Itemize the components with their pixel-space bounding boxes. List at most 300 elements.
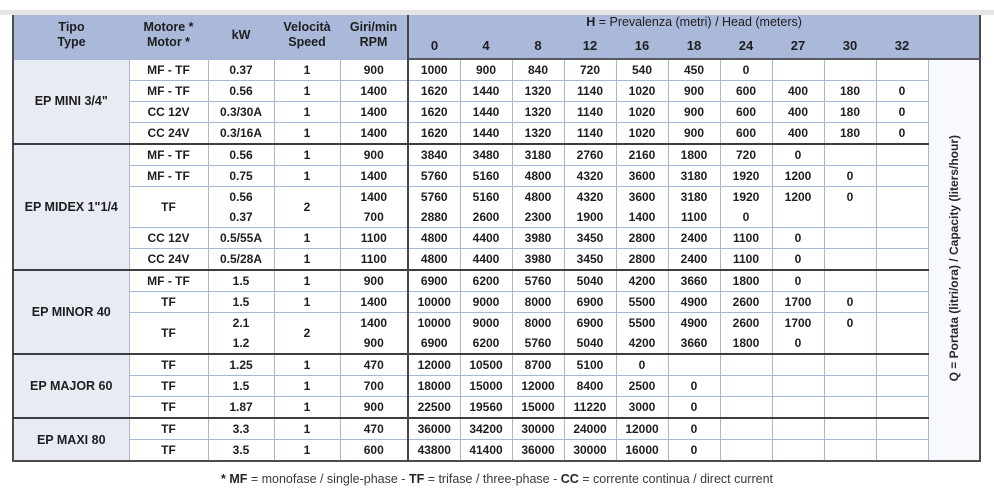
capacity-cell: 4320 [564, 187, 616, 208]
capacity-cell [824, 354, 876, 376]
h-col-header: 24 [720, 33, 772, 59]
capacity-cell [876, 249, 928, 271]
capacity-cell: 0 [876, 123, 928, 145]
capacity-cell: 180 [824, 81, 876, 102]
capacity-cell: 1000 [408, 59, 460, 81]
capacity-cell: 2160 [616, 144, 668, 166]
motor-cell: TF [129, 313, 208, 355]
h-col-header: 12 [564, 33, 616, 59]
speed-cell: 1 [274, 397, 340, 419]
speed-cell: 1 [274, 102, 340, 123]
speed-cell: 1 [274, 440, 340, 462]
capacity-cell: 3980 [512, 228, 564, 249]
capacity-cell: 400 [772, 123, 824, 145]
capacity-cell: 720 [720, 144, 772, 166]
capacity-cell: 1920 [720, 187, 772, 208]
capacity-cell: 4400 [460, 228, 512, 249]
capacity-cell: 2400 [668, 228, 720, 249]
capacity-cell: 540 [616, 59, 668, 81]
capacity-cell: 2400 [668, 249, 720, 271]
capacity-cell: 10000 [408, 313, 460, 334]
footnote-def-tf: = trifase / three-phase - [424, 472, 561, 486]
rpm-cell: 1400 [340, 123, 408, 145]
capacity-cell [720, 376, 772, 397]
capacity-cell: 34200 [460, 418, 512, 440]
capacity-cell [824, 59, 876, 81]
capacity-cell: 43800 [408, 440, 460, 462]
kw-cell: 0.5/55A [208, 228, 274, 249]
capacity-cell: 400 [772, 81, 824, 102]
capacity-cell: 0 [668, 397, 720, 419]
capacity-cell: 3980 [512, 249, 564, 271]
capacity-cell: 0 [824, 292, 876, 313]
motor-cell: MF - TF [129, 270, 208, 292]
rpm-cell: 1400 [340, 102, 408, 123]
col-header-velocita-line1: Velocità [283, 20, 331, 35]
capacity-cell: 6200 [460, 333, 512, 354]
capacity-cell: 1620 [408, 81, 460, 102]
capacity-cell: 0 [772, 333, 824, 354]
capacity-cell: 3840 [408, 144, 460, 166]
capacity-cell: 5040 [564, 333, 616, 354]
capacity-cell: 600 [720, 81, 772, 102]
table-row [13, 376, 980, 397]
q-label-symbol: Q [946, 372, 961, 382]
h-col-header: 30 [824, 33, 876, 59]
capacity-cell: 22500 [408, 397, 460, 419]
rpm-cell: 1400 [340, 81, 408, 102]
capacity-cell: 1200 [772, 166, 824, 187]
capacity-cell [876, 207, 928, 228]
capacity-cell [824, 376, 876, 397]
footnote-def-mf: = monofase / single-phase - [247, 472, 409, 486]
table-row [13, 123, 980, 145]
speed-cell: 1 [274, 123, 340, 145]
footnote-asterisk: * [220, 472, 230, 486]
capacity-cell: 0 [668, 440, 720, 462]
table-row [13, 59, 980, 81]
col-header-motore-line1: Motore * [143, 20, 194, 35]
capacity-cell [876, 228, 928, 249]
capacity-cell: 6900 [408, 270, 460, 292]
capacity-cell: 8000 [512, 313, 564, 334]
col-header-velocita [274, 11, 340, 59]
capacity-cell: 19560 [460, 397, 512, 419]
rpm-cell: 1100 [340, 228, 408, 249]
pump-capacity-table [12, 10, 981, 462]
capacity-cell [824, 397, 876, 419]
kw-cell: 3.5 [208, 440, 274, 462]
speed-cell: 1 [274, 166, 340, 187]
rpm-cell: 700 [340, 376, 408, 397]
speed-cell: 1 [274, 270, 340, 292]
capacity-cell: 180 [824, 102, 876, 123]
capacity-cell [824, 228, 876, 249]
capacity-cell: 1620 [408, 123, 460, 145]
capacity-cell: 1100 [720, 249, 772, 271]
speed-cell: 1 [274, 144, 340, 166]
table-row [13, 81, 980, 102]
motor-cell: CC 12V [129, 228, 208, 249]
table-row [13, 228, 980, 249]
capacity-cell: 0 [772, 270, 824, 292]
kw-cell: 0.37 [208, 207, 274, 228]
capacity-cell: 5160 [460, 187, 512, 208]
capacity-cell: 4800 [512, 166, 564, 187]
capacity-cell: 0 [824, 313, 876, 334]
capacity-cell: 4900 [668, 313, 720, 334]
capacity-cell: 0 [720, 207, 772, 228]
capacity-cell: 900 [668, 123, 720, 145]
rpm-cell: 470 [340, 418, 408, 440]
capacity-cell: 0 [616, 354, 668, 376]
kw-cell: 1.5 [208, 376, 274, 397]
col-header-kw-line1: kW [231, 27, 251, 42]
capacity-cell: 2800 [616, 249, 668, 271]
capacity-cell [876, 166, 928, 187]
capacity-cell [824, 249, 876, 271]
capacity-cell: 0 [772, 249, 824, 271]
capacity-cell: 5760 [512, 333, 564, 354]
capacity-cell: 600 [720, 123, 772, 145]
h-col-header-blank [928, 33, 980, 59]
capacity-cell: 1440 [460, 81, 512, 102]
motor-cell: MF - TF [129, 166, 208, 187]
speed-cell: 1 [274, 59, 340, 81]
kw-cell: 0.3/16A [208, 123, 274, 145]
speed-cell: 1 [274, 249, 340, 271]
capacity-cell [772, 207, 824, 228]
capacity-cell: 450 [668, 59, 720, 81]
capacity-cell: 3600 [616, 166, 668, 187]
table-row [13, 270, 980, 292]
kw-cell: 3.3 [208, 418, 274, 440]
capacity-cell [772, 354, 824, 376]
motor-cell: CC 12V [129, 102, 208, 123]
capacity-cell: 36000 [408, 418, 460, 440]
kw-cell: 1.2 [208, 333, 274, 354]
capacity-cell: 1020 [616, 81, 668, 102]
col-header-tipo-line1: Tipo [58, 20, 85, 35]
h-col-header: 27 [772, 33, 824, 59]
kw-cell: 0.5/28A [208, 249, 274, 271]
capacity-cell: 1800 [720, 270, 772, 292]
capacity-cell: 4320 [564, 166, 616, 187]
kw-cell: 0.56 [208, 144, 274, 166]
footnote-term-mf: MF [229, 472, 248, 486]
capacity-cell: 1620 [408, 102, 460, 123]
capacity-cell: 2600 [720, 292, 772, 313]
capacity-cell [824, 333, 876, 354]
capacity-cell: 600 [720, 102, 772, 123]
capacity-cell: 900 [668, 102, 720, 123]
table-row [13, 418, 980, 440]
capacity-cell: 12000 [616, 418, 668, 440]
kw-cell: 0.37 [208, 59, 274, 81]
capacity-cell: 5760 [408, 187, 460, 208]
capacity-cell [876, 187, 928, 208]
col-header-giri-rpm [340, 11, 408, 59]
capacity-cell: 9000 [460, 292, 512, 313]
table-row [13, 354, 980, 376]
h-col-header: 16 [616, 33, 668, 59]
capacity-cell: 10500 [460, 354, 512, 376]
col-header-giri-line2: RPM [359, 35, 388, 50]
footnote [0, 472, 994, 486]
rpm-cell: 470 [340, 354, 408, 376]
motor-cell: TF [129, 397, 208, 419]
capacity-cell: 5160 [460, 166, 512, 187]
capacity-cell: 8400 [564, 376, 616, 397]
capacity-cell: 30000 [564, 440, 616, 462]
capacity-cell: 3180 [668, 187, 720, 208]
capacity-cell: 1440 [460, 123, 512, 145]
capacity-cell [720, 397, 772, 419]
capacity-cell: 18000 [408, 376, 460, 397]
motor-cell: MF - TF [129, 81, 208, 102]
rpm-cell: 900 [340, 270, 408, 292]
table-row [13, 292, 980, 313]
table-row [13, 249, 980, 271]
capacity-cell: 2880 [408, 207, 460, 228]
capacity-cell: 0 [876, 81, 928, 102]
capacity-cell: 5100 [564, 354, 616, 376]
capacity-cell: 3180 [512, 144, 564, 166]
capacity-cell: 30000 [512, 418, 564, 440]
capacity-cell: 5040 [564, 270, 616, 292]
capacity-cell: 12000 [512, 376, 564, 397]
capacity-cell [772, 376, 824, 397]
capacity-cell: 15000 [512, 397, 564, 419]
capacity-cell: 1700 [772, 313, 824, 334]
capacity-cell: 6900 [564, 292, 616, 313]
q-capacity-label-text [947, 135, 961, 381]
capacity-cell [876, 313, 928, 334]
capacity-cell [876, 440, 928, 462]
col-header-tipo [13, 11, 129, 59]
capacity-cell: 5500 [616, 292, 668, 313]
capacity-cell: 1140 [564, 81, 616, 102]
capacity-cell: 8000 [512, 292, 564, 313]
rpm-cell: 700 [340, 207, 408, 228]
capacity-cell: 1140 [564, 102, 616, 123]
table-row [13, 313, 980, 334]
kw-cell: 0.3/30A [208, 102, 274, 123]
capacity-cell: 2600 [460, 207, 512, 228]
kw-cell: 1.25 [208, 354, 274, 376]
capacity-cell: 5500 [616, 313, 668, 334]
speed-cell: 1 [274, 354, 340, 376]
capacity-cell: 5760 [512, 270, 564, 292]
capacity-cell: 2760 [564, 144, 616, 166]
capacity-cell: 4200 [616, 270, 668, 292]
capacity-cell: 3450 [564, 228, 616, 249]
capacity-cell: 4400 [460, 249, 512, 271]
capacity-cell: 1140 [564, 123, 616, 145]
table-row [13, 397, 980, 419]
capacity-cell: 3600 [616, 187, 668, 208]
capacity-cell [668, 354, 720, 376]
capacity-cell [824, 270, 876, 292]
table-header [13, 11, 980, 59]
capacity-cell [772, 397, 824, 419]
capacity-cell: 10000 [408, 292, 460, 313]
capacity-cell: 2500 [616, 376, 668, 397]
pump-type-cell: EP MINI 3/4" [13, 59, 129, 144]
col-header-giri-line1: Giri/min [349, 20, 398, 35]
capacity-cell: 3480 [460, 144, 512, 166]
capacity-cell: 900 [668, 81, 720, 102]
capacity-cell [772, 418, 824, 440]
kw-cell: 1.87 [208, 397, 274, 419]
h-col-header: 8 [512, 33, 564, 59]
motor-cell: TF [129, 354, 208, 376]
capacity-cell [876, 333, 928, 354]
capacity-cell [772, 440, 824, 462]
pump-type-cell: EP MINOR 40 [13, 270, 129, 354]
speed-cell: 1 [274, 376, 340, 397]
q-label-rest: = Portata (litri/ora) / Capacity (liters/hour) [946, 135, 961, 373]
speed-cell: 1 [274, 292, 340, 313]
capacity-cell [772, 59, 824, 81]
capacity-cell: 4800 [408, 228, 460, 249]
capacity-cell: 1100 [720, 228, 772, 249]
kw-cell: 1.5 [208, 292, 274, 313]
capacity-cell: 4800 [512, 187, 564, 208]
rpm-cell: 900 [340, 59, 408, 81]
pump-type-cell: EP MAXI 80 [13, 418, 129, 461]
capacity-cell: 4800 [408, 249, 460, 271]
capacity-cell: 4900 [668, 292, 720, 313]
rpm-cell: 900 [340, 333, 408, 354]
kw-cell: 2.1 [208, 313, 274, 334]
motor-cell: CC 24V [129, 249, 208, 271]
pump-type-cell: EP MIDEX 1"1/4 [13, 144, 129, 270]
capacity-cell: 9000 [460, 313, 512, 334]
capacity-cell [876, 354, 928, 376]
capacity-cell: 0 [720, 59, 772, 81]
rpm-cell: 600 [340, 440, 408, 462]
page-top-strip [0, 10, 994, 15]
capacity-cell: 1020 [616, 102, 668, 123]
capacity-cell: 0 [668, 376, 720, 397]
pump-type-cell: EP MAJOR 60 [13, 354, 129, 418]
capacity-cell [824, 144, 876, 166]
capacity-cell: 0 [824, 166, 876, 187]
capacity-cell [720, 354, 772, 376]
capacity-cell: 1900 [564, 207, 616, 228]
capacity-cell [720, 418, 772, 440]
kw-cell: 0.56 [208, 187, 274, 208]
speed-cell: 2 [274, 313, 340, 355]
capacity-cell: 12000 [408, 354, 460, 376]
capacity-cell: 3660 [668, 270, 720, 292]
motor-cell: MF - TF [129, 59, 208, 81]
kw-cell: 1.5 [208, 270, 274, 292]
head-title-text: = Prevalenza (metri) / Head (meters) [595, 15, 802, 29]
capacity-cell: 16000 [616, 440, 668, 462]
h-col-header: 32 [876, 33, 928, 59]
footnote-term-cc: CC [560, 472, 579, 486]
motor-cell: CC 24V [129, 123, 208, 145]
capacity-cell: 2300 [512, 207, 564, 228]
capacity-cell: 6900 [564, 313, 616, 334]
capacity-cell: 8700 [512, 354, 564, 376]
speed-cell: 1 [274, 418, 340, 440]
motor-cell: MF - TF [129, 144, 208, 166]
footnote-def-cc: = corrente continua / direct current [578, 472, 774, 486]
capacity-cell [824, 418, 876, 440]
motor-cell: TF [129, 418, 208, 440]
capacity-cell: 3000 [616, 397, 668, 419]
h-col-header: 0 [408, 33, 460, 59]
capacity-cell [876, 292, 928, 313]
capacity-cell: 1800 [668, 144, 720, 166]
capacity-cell: 900 [460, 59, 512, 81]
capacity-cell: 15000 [460, 376, 512, 397]
motor-cell: TF [129, 292, 208, 313]
capacity-cell: 3180 [668, 166, 720, 187]
capacity-cell: 24000 [564, 418, 616, 440]
q-capacity-vertical-label [928, 59, 980, 461]
capacity-cell: 1400 [616, 207, 668, 228]
col-header-tipo-line2: Type [57, 35, 86, 50]
head-title-symbol: H [586, 15, 596, 29]
capacity-cell [720, 440, 772, 462]
rpm-cell: 1400 [340, 313, 408, 334]
capacity-cell: 11220 [564, 397, 616, 419]
motor-cell: TF [129, 376, 208, 397]
h-col-header: 18 [668, 33, 720, 59]
kw-cell: 0.75 [208, 166, 274, 187]
capacity-cell: 6200 [460, 270, 512, 292]
table-body [13, 59, 980, 461]
speed-cell: 1 [274, 81, 340, 102]
capacity-cell [876, 376, 928, 397]
rpm-cell: 1400 [340, 166, 408, 187]
speed-cell: 2 [274, 187, 340, 228]
capacity-cell: 1320 [512, 81, 564, 102]
kw-cell: 0.56 [208, 81, 274, 102]
rpm-cell: 1400 [340, 187, 408, 208]
motor-cell: TF [129, 187, 208, 228]
table-row [13, 102, 980, 123]
table-row [13, 166, 980, 187]
col-header-motore-line2: Motor * [146, 35, 191, 50]
capacity-cell: 0 [668, 418, 720, 440]
col-header-kw [208, 11, 274, 59]
capacity-cell: 0 [876, 102, 928, 123]
capacity-cell: 4200 [616, 333, 668, 354]
col-header-velocita-line2: Speed [288, 35, 326, 50]
table-row [13, 187, 980, 208]
capacity-cell: 41400 [460, 440, 512, 462]
table-row [13, 144, 980, 166]
capacity-cell: 3450 [564, 249, 616, 271]
capacity-cell: 840 [512, 59, 564, 81]
col-header-motore [129, 11, 208, 59]
speed-cell: 1 [274, 228, 340, 249]
table-row [13, 440, 980, 462]
capacity-cell: 180 [824, 123, 876, 145]
capacity-cell: 0 [772, 228, 824, 249]
capacity-cell: 400 [772, 102, 824, 123]
capacity-cell: 1920 [720, 166, 772, 187]
capacity-cell: 6900 [408, 333, 460, 354]
capacity-cell: 36000 [512, 440, 564, 462]
capacity-cell [876, 270, 928, 292]
capacity-cell: 2600 [720, 313, 772, 334]
